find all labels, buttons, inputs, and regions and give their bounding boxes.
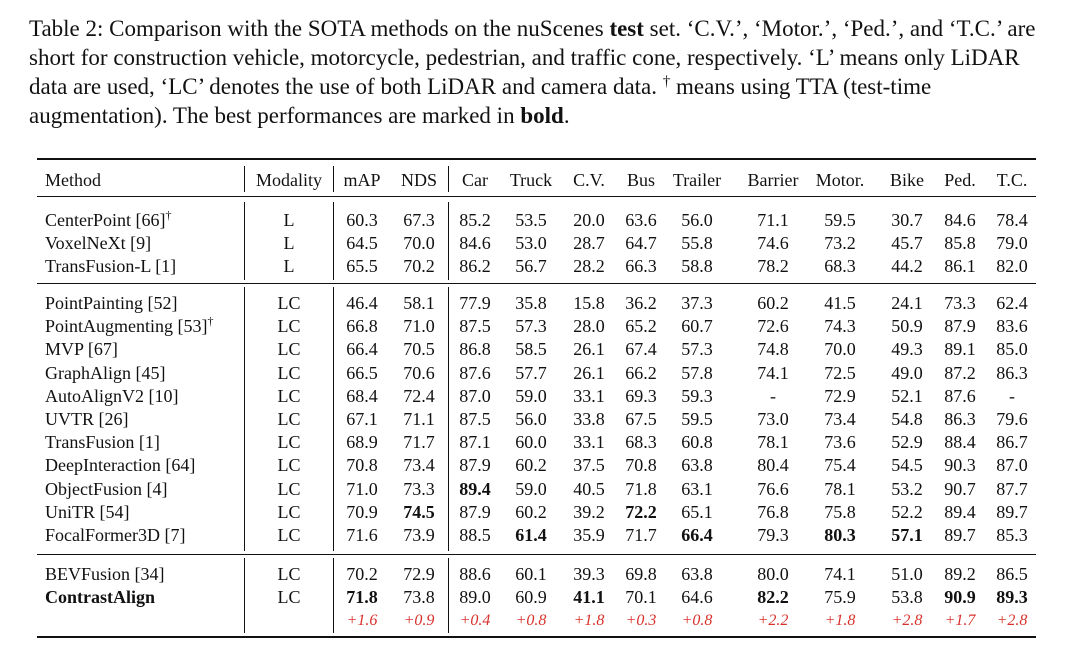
value-cell: 70.5 xyxy=(403,339,435,360)
value-cell: 87.0 xyxy=(996,455,1028,476)
value-cell: 58.5 xyxy=(515,339,547,360)
method-name: MVP [67] xyxy=(45,339,118,360)
value-cell: 87.5 xyxy=(459,409,491,429)
value-cell: - xyxy=(1009,385,1015,406)
value-cell: 79.0 xyxy=(996,233,1028,254)
value-cell: 73.3 xyxy=(403,478,435,499)
improvement-cell: +2.2 xyxy=(757,612,789,630)
value-cell: 57.8 xyxy=(681,362,713,383)
value-cell: 73.6 xyxy=(824,432,856,453)
value-cell: 72.5 xyxy=(824,362,856,383)
value-cell: 52.2 xyxy=(891,501,923,522)
modality-cell: LC xyxy=(277,525,301,545)
column-divider xyxy=(244,202,245,280)
value-cell: 73.2 xyxy=(824,233,856,254)
value-cell: 71.7 xyxy=(625,525,657,545)
value-cell: 87.9 xyxy=(459,455,491,476)
column-divider xyxy=(333,202,334,280)
value-cell: 87.9 xyxy=(459,501,491,522)
header-modality: Modality xyxy=(256,170,322,190)
value-cell: 59.5 xyxy=(681,409,713,429)
value-cell: 60.0 xyxy=(515,432,547,453)
value-cell: 77.9 xyxy=(459,293,491,313)
value-cell: 70.1 xyxy=(625,587,657,608)
value-cell: 88.4 xyxy=(944,432,976,453)
value-cell: 70.2 xyxy=(346,564,378,584)
table-bottom-rule xyxy=(37,636,1036,638)
value-cell: 72.4 xyxy=(403,385,435,406)
caption-bold-word: bold xyxy=(520,103,564,128)
value-cell: 45.7 xyxy=(891,233,923,254)
value-cell: 53.5 xyxy=(515,210,547,230)
method-name: PointPainting [52] xyxy=(45,293,178,313)
value-cell: 64.5 xyxy=(346,233,378,254)
method-name: AutoAlignV2 [10] xyxy=(45,385,179,406)
value-cell: 90.9 xyxy=(944,587,976,608)
column-divider xyxy=(333,558,334,633)
value-cell: 86.5 xyxy=(996,564,1028,584)
value-cell: 64.7 xyxy=(625,233,657,254)
modality-cell: LC xyxy=(277,409,301,429)
value-cell: 87.6 xyxy=(459,362,491,383)
tta-dagger: † xyxy=(207,314,214,329)
value-cell: 60.1 xyxy=(515,564,547,584)
improvement-cell: +0.8 xyxy=(681,612,713,630)
value-cell: 86.7 xyxy=(996,432,1028,453)
value-cell: 71.1 xyxy=(403,409,435,429)
caption-text-1: Comparison with the SOTA methods on the nuScenes xyxy=(103,16,610,41)
value-cell: 51.0 xyxy=(891,564,923,584)
value-cell: 78.1 xyxy=(824,478,856,499)
improvement-cell: +0.4 xyxy=(459,612,491,630)
value-cell: 89.2 xyxy=(944,564,976,584)
value-cell: 63.8 xyxy=(681,455,713,476)
value-cell: 89.3 xyxy=(996,587,1028,608)
header-ped: Ped. xyxy=(944,170,976,190)
value-cell: 33.1 xyxy=(573,432,605,453)
value-cell: 82.2 xyxy=(757,587,789,608)
value-cell: 53.2 xyxy=(891,478,923,499)
value-cell: 69.3 xyxy=(625,385,657,406)
improvement-cell: +1.7 xyxy=(944,612,976,630)
value-cell: 60.2 xyxy=(757,293,789,313)
method-name: ContrastAlign xyxy=(45,587,156,608)
value-cell: 86.8 xyxy=(459,339,491,360)
value-cell: 37.5 xyxy=(573,455,605,476)
caption-text-2: set. ‘C.V.’, ‘Motor.’, ‘Ped.’, and ‘T.C.’ are short for construction vehicle, motorcycle, pedestrian, and traffic cone, respectively. ‘L’ means only LiDAR data are used, ‘LC’ denotes the use of both LiDAR and camera data. xyxy=(29,16,1036,99)
value-cell: 50.9 xyxy=(891,316,923,337)
method-name: TransFusion [1] xyxy=(45,432,160,453)
value-cell: 74.3 xyxy=(824,316,856,337)
modality-cell: L xyxy=(283,256,295,277)
header-t-c: T.C. xyxy=(996,170,1028,190)
value-cell: 56.7 xyxy=(515,256,547,277)
value-cell: 49.3 xyxy=(891,339,923,360)
value-cell: 80.0 xyxy=(757,564,789,584)
column-divider xyxy=(448,166,449,192)
value-cell: 84.6 xyxy=(459,233,491,254)
improvement-cell: +1.6 xyxy=(346,612,378,630)
value-cell: 64.6 xyxy=(681,587,713,608)
value-cell: 57.3 xyxy=(681,339,713,360)
value-cell: 67.5 xyxy=(625,409,657,429)
value-cell: 56.0 xyxy=(515,409,547,429)
value-cell: 70.8 xyxy=(625,455,657,476)
column-divider xyxy=(244,287,245,551)
value-cell: 74.1 xyxy=(757,362,789,383)
value-cell: 71.8 xyxy=(625,478,657,499)
modality-cell: LC xyxy=(277,501,301,522)
value-cell: 87.6 xyxy=(944,385,976,406)
value-cell: 89.4 xyxy=(459,478,491,499)
method-name: BEVFusion [34] xyxy=(45,564,165,584)
value-cell: 54.8 xyxy=(891,409,923,429)
modality-cell: LC xyxy=(277,385,301,406)
value-cell: 66.3 xyxy=(625,256,657,277)
improvement-cell: +0.8 xyxy=(515,612,547,630)
column-divider xyxy=(333,166,334,192)
method-name: GraphAlign [45] xyxy=(45,362,166,383)
value-cell: 73.0 xyxy=(757,409,789,429)
value-cell: 72.9 xyxy=(403,564,435,584)
value-cell: 70.9 xyxy=(346,501,378,522)
value-cell: 78.2 xyxy=(757,256,789,277)
value-cell: 74.6 xyxy=(757,233,789,254)
value-cell: 70.0 xyxy=(403,233,435,254)
value-cell: 68.9 xyxy=(346,432,378,453)
value-cell: 67.4 xyxy=(625,339,657,360)
value-cell: 80.3 xyxy=(824,525,856,545)
method-name: PointAugmenting [53]† xyxy=(45,314,214,337)
value-cell: 78.4 xyxy=(996,210,1028,230)
value-cell: 80.4 xyxy=(757,455,789,476)
value-cell: 60.9 xyxy=(515,587,547,608)
value-cell: 53.0 xyxy=(515,233,547,254)
value-cell: 70.6 xyxy=(403,362,435,383)
value-cell: 74.8 xyxy=(757,339,789,360)
value-cell: 60.3 xyxy=(346,210,378,230)
value-cell: 24.1 xyxy=(891,293,923,313)
value-cell: 70.8 xyxy=(346,455,378,476)
value-cell: 57.7 xyxy=(515,362,547,383)
value-cell: 39.2 xyxy=(573,501,605,522)
value-cell: 30.7 xyxy=(891,210,923,230)
caption-text-4: . xyxy=(563,103,570,128)
method-name: ObjectFusion [4] xyxy=(45,478,168,499)
value-cell: 87.7 xyxy=(996,478,1028,499)
value-cell: 66.2 xyxy=(625,362,657,383)
value-cell: 63.1 xyxy=(681,478,713,499)
value-cell: 89.0 xyxy=(459,587,491,608)
value-cell: 67.3 xyxy=(403,210,435,230)
method-name: CenterPoint [66]† xyxy=(45,208,172,230)
value-cell: 53.8 xyxy=(891,587,923,608)
modality-cell: LC xyxy=(277,339,301,360)
modality-cell: LC xyxy=(277,432,301,453)
value-cell: 65.5 xyxy=(346,256,378,277)
value-cell: 28.0 xyxy=(573,316,605,337)
method-name: VoxelNeXt [9] xyxy=(45,233,152,254)
value-cell: 15.8 xyxy=(573,293,605,313)
value-cell: 71.0 xyxy=(346,478,378,499)
value-cell: 85.0 xyxy=(996,339,1028,360)
column-divider xyxy=(448,287,449,551)
value-cell: 62.4 xyxy=(996,293,1028,313)
group-separator-rule xyxy=(37,554,1036,555)
value-cell: 59.0 xyxy=(515,385,547,406)
value-cell: 66.5 xyxy=(346,362,378,383)
table-top-rule xyxy=(37,158,1036,160)
value-cell: 58.1 xyxy=(403,293,435,313)
method-name: UVTR [26] xyxy=(45,409,129,429)
value-cell: 76.8 xyxy=(757,501,789,522)
value-cell: 75.8 xyxy=(824,501,856,522)
value-cell: 39.3 xyxy=(573,564,605,584)
value-cell: 71.1 xyxy=(757,210,789,230)
value-cell: 68.3 xyxy=(824,256,856,277)
value-cell: 86.2 xyxy=(459,256,491,277)
value-cell: 76.6 xyxy=(757,478,789,499)
value-cell: 71.6 xyxy=(346,525,378,545)
caption-text-3: means using TTA (test-time augmentation). The best performances are marked in xyxy=(29,74,932,128)
value-cell: 79.6 xyxy=(996,409,1028,429)
value-cell: 60.2 xyxy=(515,455,547,476)
header-bus: Bus xyxy=(626,170,656,190)
value-cell: 85.8 xyxy=(944,233,976,254)
value-cell: 26.1 xyxy=(573,339,605,360)
value-cell: 56.0 xyxy=(681,210,713,230)
header-car: Car xyxy=(462,170,488,190)
value-cell: 70.0 xyxy=(824,339,856,360)
modality-cell: LC xyxy=(277,564,301,584)
value-cell: 78.1 xyxy=(757,432,789,453)
value-cell: 71.8 xyxy=(346,587,378,608)
column-divider xyxy=(244,166,245,192)
value-cell: 73.4 xyxy=(403,455,435,476)
value-cell: 74.5 xyxy=(403,501,435,522)
table-caption xyxy=(29,14,1054,130)
value-cell: 71.7 xyxy=(403,432,435,453)
value-cell: 89.7 xyxy=(996,501,1028,522)
modality-cell: LC xyxy=(277,316,301,337)
header-barrier: Barrier xyxy=(747,170,799,190)
value-cell: 57.3 xyxy=(515,316,547,337)
value-cell: 59.5 xyxy=(824,210,856,230)
value-cell: 36.2 xyxy=(625,293,657,313)
value-cell: 66.4 xyxy=(681,525,713,545)
value-cell: 86.1 xyxy=(944,256,976,277)
modality-cell: LC xyxy=(277,478,301,499)
value-cell: 28.7 xyxy=(573,233,605,254)
value-cell: 58.8 xyxy=(681,256,713,277)
header-nds: NDS xyxy=(400,170,438,190)
value-cell: 85.3 xyxy=(996,525,1028,545)
value-cell: 75.4 xyxy=(824,455,856,476)
method-name: DeepInteraction [64] xyxy=(45,455,196,476)
value-cell: 26.1 xyxy=(573,362,605,383)
value-cell: 63.6 xyxy=(625,210,657,230)
modality-cell: L xyxy=(283,233,295,254)
header-motor: Motor. xyxy=(815,170,865,190)
value-cell: 37.3 xyxy=(681,293,713,313)
column-divider xyxy=(448,558,449,633)
value-cell: 59.0 xyxy=(515,478,547,499)
value-cell: 61.4 xyxy=(515,525,547,545)
caption-test-word: test xyxy=(609,16,644,41)
value-cell: 49.0 xyxy=(891,362,923,383)
value-cell: 88.6 xyxy=(459,564,491,584)
value-cell: 87.0 xyxy=(459,385,491,406)
value-cell: 86.3 xyxy=(996,362,1028,383)
method-name: FocalFormer3D [7] xyxy=(45,525,186,545)
value-cell: 40.5 xyxy=(573,478,605,499)
value-cell: 71.0 xyxy=(403,316,435,337)
value-cell: 73.4 xyxy=(824,409,856,429)
value-cell: 88.5 xyxy=(459,525,491,545)
value-cell: 66.8 xyxy=(346,316,378,337)
caption-label: Table 2: xyxy=(29,16,104,41)
value-cell: 20.0 xyxy=(573,210,605,230)
value-cell: 52.9 xyxy=(891,432,923,453)
value-cell: 41.1 xyxy=(573,587,605,608)
value-cell: 75.9 xyxy=(824,587,856,608)
value-cell: 60.8 xyxy=(681,432,713,453)
group-separator-rule xyxy=(37,283,1036,284)
value-cell: - xyxy=(770,385,776,406)
value-cell: 87.1 xyxy=(459,432,491,453)
value-cell: 66.4 xyxy=(346,339,378,360)
value-cell: 87.2 xyxy=(944,362,976,383)
column-divider xyxy=(448,202,449,280)
value-cell: 35.8 xyxy=(515,293,547,313)
modality-cell: LC xyxy=(277,362,301,383)
value-cell: 33.8 xyxy=(573,409,605,429)
header-map: mAP xyxy=(343,170,381,190)
improvement-cell: +0.9 xyxy=(403,612,435,630)
value-cell: 57.1 xyxy=(891,525,923,545)
header-trailer: Trailer xyxy=(672,170,722,190)
value-cell: 54.5 xyxy=(891,455,923,476)
value-cell: 73.8 xyxy=(403,587,435,608)
modality-cell: LC xyxy=(277,587,301,608)
value-cell: 59.3 xyxy=(681,385,713,406)
improvement-cell: +1.8 xyxy=(824,612,856,630)
value-cell: 46.4 xyxy=(346,293,378,313)
value-cell: 70.2 xyxy=(403,256,435,277)
modality-cell: LC xyxy=(277,455,301,476)
column-divider xyxy=(333,287,334,551)
value-cell: 89.1 xyxy=(944,339,976,360)
tta-dagger: † xyxy=(165,208,172,222)
value-cell: 63.8 xyxy=(681,564,713,584)
value-cell: 82.0 xyxy=(996,256,1028,277)
value-cell: 72.6 xyxy=(757,316,789,337)
method-name: UniTR [54] xyxy=(45,501,130,522)
value-cell: 68.3 xyxy=(625,432,657,453)
value-cell: 35.9 xyxy=(573,525,605,545)
improvement-cell: +0.3 xyxy=(625,612,657,630)
value-cell: 60.2 xyxy=(515,501,547,522)
value-cell: 87.9 xyxy=(944,316,976,337)
header-c-v: C.V. xyxy=(573,170,605,190)
method-name: TransFusion-L [1] xyxy=(45,256,177,277)
value-cell: 74.1 xyxy=(824,564,856,584)
value-cell: 52.1 xyxy=(891,385,923,406)
value-cell: 67.1 xyxy=(346,409,378,429)
value-cell: 72.9 xyxy=(824,385,856,406)
improvement-cell: +2.8 xyxy=(891,612,923,630)
header-method: Method xyxy=(45,170,101,190)
value-cell: 89.7 xyxy=(944,525,976,545)
value-cell: 65.2 xyxy=(625,316,657,337)
value-cell: 72.2 xyxy=(625,501,657,522)
value-cell: 85.2 xyxy=(459,210,491,230)
value-cell: 69.8 xyxy=(625,564,657,584)
value-cell: 44.2 xyxy=(891,256,923,277)
header-bottom-rule xyxy=(37,196,1036,197)
value-cell: 89.4 xyxy=(944,501,976,522)
header-bike: Bike xyxy=(890,170,924,190)
caption-dagger: † xyxy=(662,73,671,90)
value-cell: 90.7 xyxy=(944,478,976,499)
value-cell: 73.3 xyxy=(944,293,976,313)
column-divider xyxy=(244,558,245,633)
improvement-cell: +1.8 xyxy=(573,612,605,630)
value-cell: 79.3 xyxy=(757,525,789,545)
value-cell: 83.6 xyxy=(996,316,1028,337)
value-cell: 84.6 xyxy=(944,210,976,230)
value-cell: 65.1 xyxy=(681,501,713,522)
value-cell: 60.7 xyxy=(681,316,713,337)
value-cell: 68.4 xyxy=(346,385,378,406)
value-cell: 41.5 xyxy=(824,293,856,313)
value-cell: 86.3 xyxy=(944,409,976,429)
improvement-cell: +2.8 xyxy=(996,612,1028,630)
modality-cell: L xyxy=(283,210,295,230)
header-truck: Truck xyxy=(509,170,553,190)
value-cell: 87.5 xyxy=(459,316,491,337)
value-cell: 55.8 xyxy=(681,233,713,254)
modality-cell: LC xyxy=(277,293,301,313)
value-cell: 73.9 xyxy=(403,525,435,545)
value-cell: 28.2 xyxy=(573,256,605,277)
value-cell: 33.1 xyxy=(573,385,605,406)
value-cell: 90.3 xyxy=(944,455,976,476)
